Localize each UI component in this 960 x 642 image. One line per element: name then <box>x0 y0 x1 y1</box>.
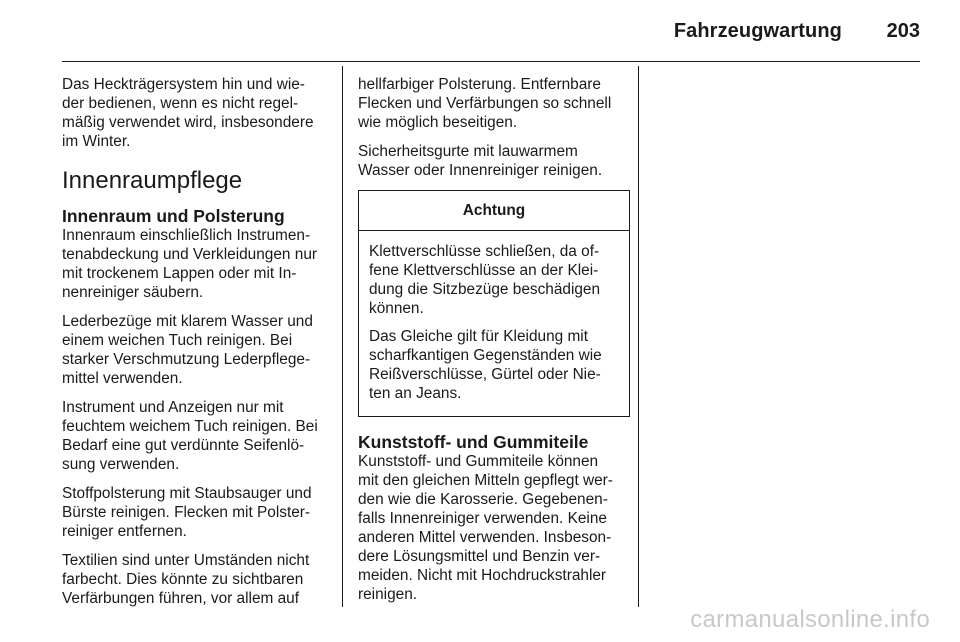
paragraph <box>358 75 630 132</box>
section-title: Innenraumpflege <box>62 167 243 194</box>
text-line: Reißverschlüsse, Gürtel oder Nie- <box>369 366 601 383</box>
page-number: 203 <box>886 20 920 42</box>
text-line: scharfkantigen Gegenständen wie <box>369 347 602 364</box>
watermark: carmanualsonline.info <box>690 606 930 633</box>
text-line: Verfärbungen führen, vor allem auf <box>62 590 299 607</box>
text-line: meiden. Nicht mit Hochdruckstrahler <box>358 567 607 584</box>
text-line: einem weichen Tuch reinigen. Bei <box>62 332 293 349</box>
warning-paragraph <box>369 327 619 403</box>
paragraph <box>62 551 332 608</box>
text-line: reiniger entfernen. <box>62 523 187 540</box>
text-line: anderen Mittel verwenden. Insbeson- <box>358 529 612 546</box>
column-divider-1 <box>342 66 343 607</box>
text-line: Bürste reinigen. Flecken mit Polster- <box>62 504 311 521</box>
paragraph <box>358 142 630 180</box>
warning-title: Achtung <box>359 191 629 231</box>
text-line: den wie die Karosserie. Gegebenen- <box>358 491 608 508</box>
text-line: dung die Sitzbezüge beschädigen <box>369 281 601 298</box>
text-line: mäßig verwendet wird, insbesondere <box>62 114 314 131</box>
text-line: wie möglich beseitigen. <box>358 114 518 131</box>
chapter-title: Fahrzeugwartung <box>673 20 842 42</box>
warning-paragraph <box>369 242 619 318</box>
warning-box <box>358 190 630 417</box>
warning-body <box>359 231 629 416</box>
paragraph <box>62 398 332 474</box>
paragraph <box>358 452 630 604</box>
column-2 <box>358 75 630 614</box>
text-line: Instrument und Anzeigen nur mit <box>62 399 284 416</box>
text-line: Klettverschlüsse schließen, da of- <box>369 243 600 260</box>
text-line: sung verwenden. <box>62 456 180 473</box>
text-line: Stoffpolsterung mit Staubsauger und <box>62 485 312 502</box>
text-line: Sicherheitsgurte mit lauwarmem <box>358 143 578 160</box>
text-line: Lederbezüge mit klarem Wasser und <box>62 313 313 330</box>
text-line: Flecken und Verfärbungen so schnell <box>358 95 612 112</box>
text-line: Innenraum einschließlich Instrumen- <box>62 227 311 244</box>
text-line: im Winter. <box>62 133 131 150</box>
text-line: dere Lösungsmittel und Benzin ver- <box>358 548 601 565</box>
text-line: Textilien sind unter Umständen nicht <box>62 552 310 569</box>
text-line: Das Gleiche gilt für Kleidung mit <box>369 328 588 345</box>
text-line: falls Innenreiniger verwenden. Keine <box>358 510 607 527</box>
text-line: farbecht. Dies könnte zu sichtbaren <box>62 571 304 588</box>
text-line: der bedienen, wenn es nicht regel- <box>62 95 299 112</box>
text-line: ten an Jeans. <box>369 385 462 402</box>
text-line: mit trockenem Lappen oder mit In- <box>62 265 297 282</box>
text-line: fene Klettverschlüsse an der Klei- <box>369 262 599 279</box>
subheading-plastics: Kunststoff- und Gummiteile <box>358 432 589 452</box>
header-rule <box>62 61 920 62</box>
text-line: Bedarf eine gut verdünnte Seifenlö- <box>62 437 305 454</box>
paragraph <box>62 312 332 388</box>
text-line: mittel verwenden. <box>62 370 183 387</box>
text-line: Wasser oder Innenreiniger reinigen. <box>358 162 603 179</box>
text-line: Das Heckträgersystem hin und wie- <box>62 76 305 93</box>
text-line: tenabdeckung und Verkleidungen nur <box>62 246 318 263</box>
paragraph <box>62 484 332 541</box>
intro-paragraph <box>62 75 332 151</box>
text-line: Kunststoff- und Gummiteile können <box>358 453 599 470</box>
text-line: feuchtem weichem Tuch reinigen. Bei <box>62 418 318 435</box>
text-line: mit den gleichen Mitteln gepflegt wer- <box>358 472 613 489</box>
paragraph <box>62 226 332 302</box>
text-line: starker Verschmutzung Lederpflege- <box>62 351 311 368</box>
text-line: können. <box>369 300 424 317</box>
column-divider-2 <box>638 66 639 607</box>
text-line: reinigen. <box>358 586 418 603</box>
subheading-interior: Innenraum und Polsterung <box>62 206 285 226</box>
text-line: nenreiniger säubern. <box>62 284 204 301</box>
text-line: hellfarbiger Polsterung. Entfernbare <box>358 76 601 93</box>
column-1 <box>62 75 332 618</box>
